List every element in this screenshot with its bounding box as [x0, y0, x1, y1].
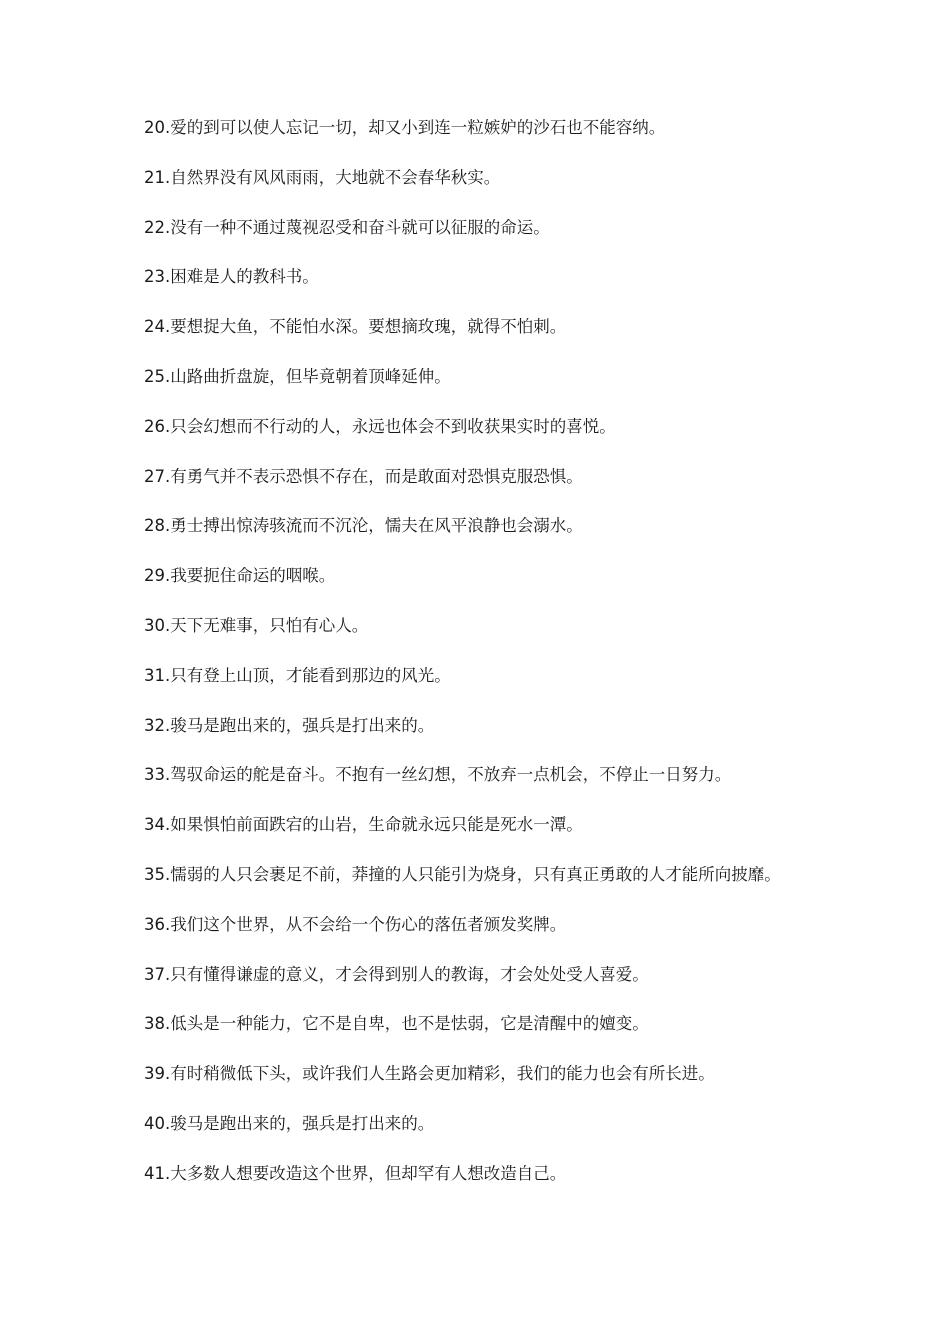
quote-line: 34.如果惧怕前面跌宕的山岩，生命就永远只能是死水一潭。: [144, 815, 583, 835]
quote-line: 40.骏马是跑出来的，强兵是打出来的。: [144, 1113, 435, 1133]
quote-line: 32.骏马是跑出来的，强兵是打出来的。: [144, 715, 435, 735]
quote-line: 21.自然界没有风风雨雨，大地就不会春华秋实。: [144, 167, 501, 187]
quote-line: 24.要想捉大鱼，不能怕水深。要想摘玫瑰，就得不怕刺。: [144, 317, 567, 337]
quote-line: 23.困难是人的教科书。: [144, 267, 319, 287]
quote-line: 39.有时稍微低下头，或许我们人生路会更加精彩，我们的能力也会有所长进。: [144, 1064, 715, 1084]
quote-line: 22.没有一种不通过蔑视忍受和奋斗就可以征服的命运。: [144, 217, 550, 237]
quote-line: 37.只有懂得谦虚的意义，才会得到别人的教诲，才会处处受人喜爱。: [144, 964, 649, 984]
quote-line: 31.只有登上山顶，才能看到那边的风光。: [144, 665, 451, 685]
quote-line: 28.勇士搏出惊涛骇流而不沉沦，懦夫在风平浪静也会溺水。: [144, 516, 583, 536]
quote-line: 20.爱的到可以使人忘记一切，却又小到连一粒嫉妒的沙石也不能容纳。: [144, 118, 666, 137]
quote-line: 29.我要扼住命运的咽喉。: [144, 566, 336, 586]
quote-line: 26.只会幻想而不行动的人，永远也体会不到收获果实时的喜悦。: [144, 416, 616, 436]
quote-line: 35.懦弱的人只会裹足不前，莽撞的人只能引为烧身，只有真正勇敢的人才能所向披靡。: [144, 864, 781, 884]
quote-line: 41.大多数人想要改造这个世界，但却罕有人想改造自己。: [144, 1163, 567, 1183]
quote-line: 38.低头是一种能力，它不是自卑，也不是怯弱，它是清醒中的嬗变。: [144, 1014, 649, 1034]
quote-line: 36.我们这个世界，从不会给一个伤心的落伍者颁发奖牌。: [144, 914, 567, 934]
quote-line: 33.驾驭命运的舵是奋斗。不抱有一丝幻想，不放弃一点机会，不停止一日努力。: [144, 765, 732, 785]
quote-line: 27.有勇气并不表示恐惧不存在，而是敢面对恐惧克服恐惧。: [144, 466, 583, 486]
quote-line: 30.天下无难事，只怕有心人。: [144, 615, 369, 635]
quote-list: [144, 114, 864, 1210]
quote-line: 25.山路曲折盘旋，但毕竟朝着顶峰延伸。: [144, 366, 451, 386]
